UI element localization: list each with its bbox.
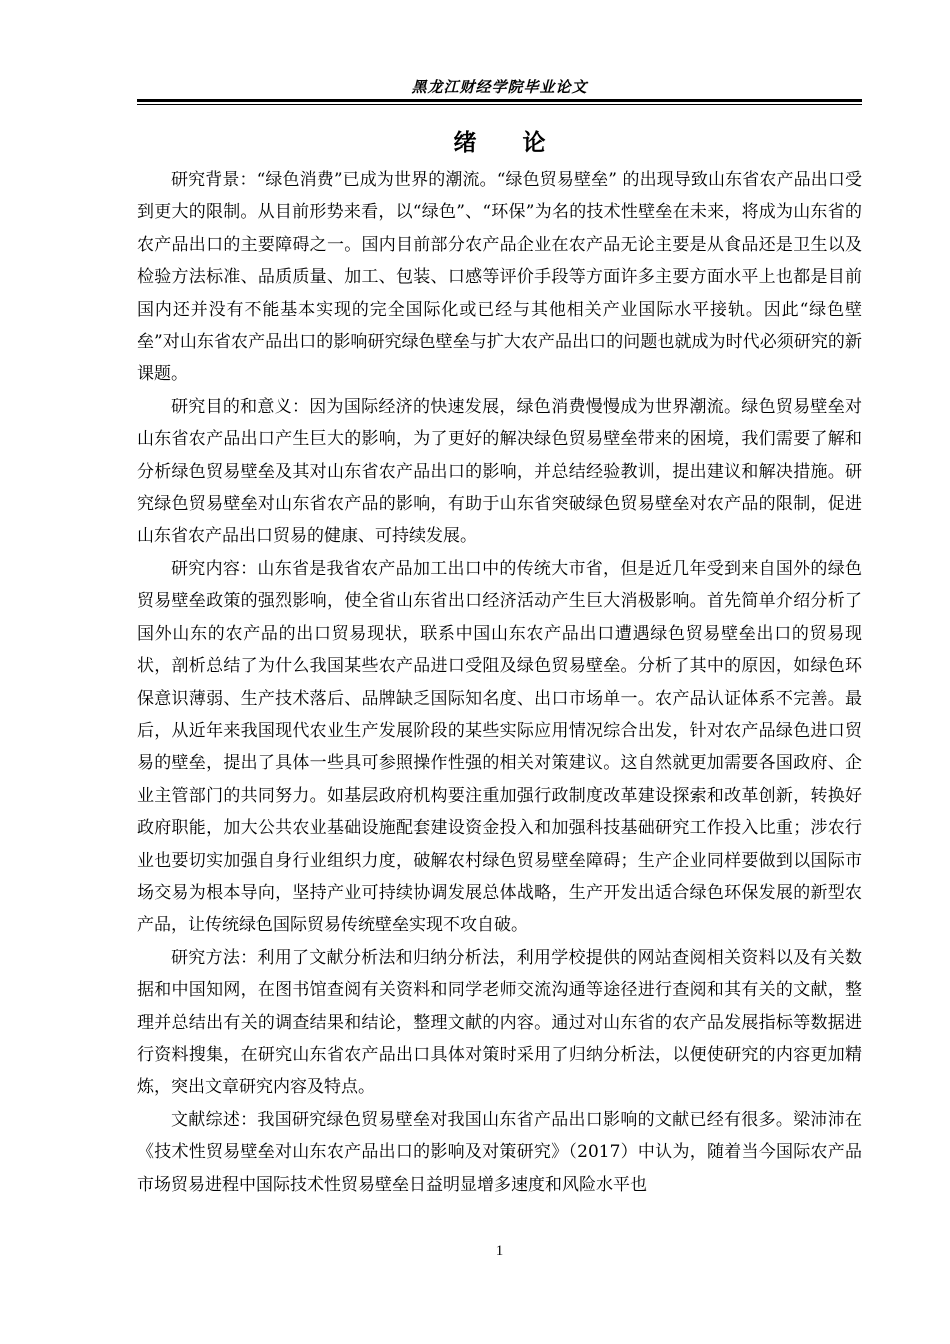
section-title: 绪论 [453,130,592,156]
paragraph-literature: 文献综述：我国研究绿色贸易壁垒对我国山东省产品出口影响的文献已经有很多。梁沛沛在《技术性贸易壁垒对山东农产品出口的影响及对策研究》（2017）中认为，随着当今国际农产品市场贸易进程中国际技术性贸易壁垒日益明显增多速度和风险水平也 [137,1109,862,1195]
paragraph-background: 研究背景：“绿色消费”已成为世界的潮流。“绿色贸易壁垒” 的出现导致山东省农产品出口受到更大的限制。从目前形势来看，以“绿色”、“环保”为名的技术性壁垒在未来，将成为山东省的农产品出口的主要障碍之一。国内目前部分农产品企业在农产品无论主要是从食品还是卫生以及检验方法标准、品质质量、加工、包装、口感等评价手段等方面许多主要方面水平上也都是目前国内还并没有不能基本实现的完全国际化或已经与其他相关产业国际水平接轨。因此“绿色壁垒”对山东省农产品出口的影响研究绿色壁垒与扩大农产品出口的问题也就成为时代必须研究的新课题。 [137,170,862,385]
page-number: 1 [495,1243,504,1259]
paragraph-content: 研究内容：山东省是我省农产品加工出口中的传统大市省，但是近几年受到来自国外的绿色贸易壁垒政策的强烈影响，使全省山东省出口经济活动产生巨大消极影响。首先简单介绍分析了国外山东的农产品的出口贸易现状，联系中国山东农产品出口遭遇绿色贸易壁垒出口的贸易现状，剖析总结了为什么我国某些农产品进口受阻及绿色贸易壁垒。分析了其中的原因，如绿色环保意识薄弱、生产技术落后、品牌缺乏国际知名度、出口市场单一。农产品认证体系不完善。最后，从近年来我国现代农业生产发展阶段的某些实际应用情况综合出发，针对农产品绿色进口贸易的壁垒，提出了具体一些具可参照操作性强的相关对策建议。这自然就更加需要各国政府、企业主管部门的共同努力。如基层政府机构要注重加强行政制度改革建设探索和改革创新，转换好政府职能，加大公共农业基础设施配套建设资金投入和加强科技基础研究工作投入比重；涉农行业也要切实加强自身行业组织力度，破解农村绿色贸易壁垒障碍；生产企业同样要做到以国际市场交易为根本导向，坚持产业可持续协调发展总体战略，生产开发出适合绿色环保发展的新型农产品，让传统绿色国际贸易传统壁垒实现不攻自破。 [137,558,862,936]
header-rule-thin [137,104,862,105]
running-header: 黑龙江财经学院毕业论文 [411,78,588,96]
paragraph-purpose: 研究目的和意义：因为国际经济的快速发展，绿色消费慢慢成为世界潮流。绿色贸易壁垒对山东省农产品出口产生巨大的影响，为了更好的解决绿色贸易壁垒带来的困境，我们需要了解和分析绿色贸易壁垒及其对山东省农产品出口的影响，并总结经验教训，提出建议和解决措施。研究绿色贸易壁垒对山东省农产品的影响，有助于山东省突破绿色贸易壁垒对农产品的限制，促进山东省农产品出口贸易的健康、可持续发展。 [137,396,862,547]
header-rule-thick [137,99,862,102]
paragraph-method: 研究方法：利用了文献分析法和归纳分析法，利用学校提供的网站查阅相关资料以及有关数据和中国知网，在图书馆查阅有关资料和同学老师交流沟通等途径进行查阅和其有关的文献，整理并总结出有关的调查结果和结论，整理文献的内容。通过对山东省的农产品发展指标等数据进行资料搜集，在研究山东省农产品出口具体对策时采用了归纳分析法，以便使研究的内容更加精炼，突出文章研究内容及特点。 [137,947,862,1098]
body-text [137,164,862,1201]
